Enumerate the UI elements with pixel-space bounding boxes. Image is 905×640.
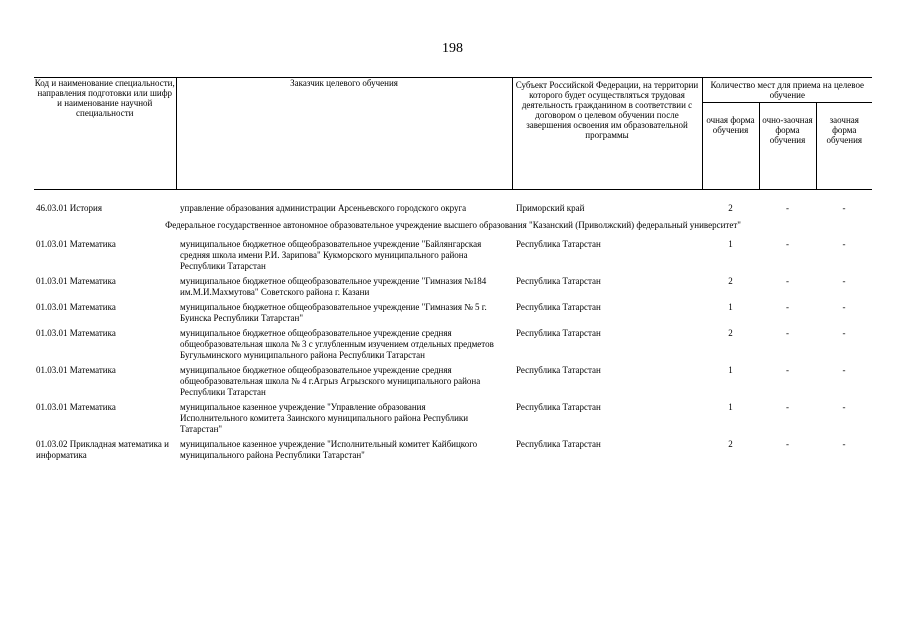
full-time-places-cell: 1: [728, 302, 733, 312]
customer-cell: муниципальное бюджетное общеобразовательное учреждение средняя общеобразовательная школа № 4 г.Агрыз Агрызского муниципального района Республики Татарстан: [180, 365, 481, 397]
customer-cell: муниципальное казенное учреждение "Исполнительный комитет Кайбицкого муниципального района Республики Татарстан": [180, 439, 478, 460]
specialty-code-cell: 01.03.01 Математика: [36, 276, 116, 286]
full-time-places-cell: 2: [728, 439, 733, 449]
customer-cell: муниципальное бюджетное общеобразовательное учреждение "Байлянгарская средняя школа имени Р.И. Зарипова" Кукморского муниципального района Республики Татарстан: [180, 239, 482, 271]
header-subject: Субъект Российской Федерации, на территории которого будет осуществляться трудовая деятельность гражданином в соответствии с договором о целевом обучении после завершения освоения им образовательной программы: [512, 78, 702, 190]
customer-cell: муниципальное бюджетное общеобразовательное учреждение средняя общеобразовательная школа № 3 с углубленным изучением отдельных предметов Бугульминского муниципального района Республики Татарстан: [180, 328, 494, 360]
part-time-places-cell: -: [786, 276, 789, 286]
part-time-places-cell: -: [786, 402, 789, 412]
part-time-places-cell: -: [786, 365, 789, 375]
table-header: [34, 78, 872, 190]
correspondence-places-cell: -: [842, 239, 846, 249]
table-row: [34, 276, 872, 302]
full-time-places-cell: 1: [728, 365, 733, 375]
full-time-places-cell: 1: [728, 402, 733, 412]
customer-cell: муниципальное бюджетное общеобразовательное учреждение "Гимназия №184 им.М.И.Махмутова" Советского района г. Казани: [180, 276, 487, 297]
organization-heading: Федеральное государственное автономное образовательное учреждение высшего образования "Казанский (Приволжский) федеральный университет": [165, 220, 741, 230]
full-time-places-cell: 2: [728, 276, 733, 286]
full-time-places-cell: 2: [728, 328, 733, 338]
table-row: [34, 439, 872, 465]
specialty-code-cell: 46.03.01 История: [36, 203, 103, 213]
customer-cell: муниципальное казенное учреждение "Управление образования Исполнительного комитета Заинского муниципального района Республики Татарстан": [180, 402, 469, 434]
region-cell: Республика Татарстан: [516, 239, 601, 249]
specialty-code-cell: 01.03.01 Математика: [36, 302, 116, 312]
header-customer: Заказчик целевого обучения: [176, 78, 512, 190]
part-time-places-cell: -: [786, 239, 789, 249]
header-full-time: очная форма обучения: [702, 103, 759, 190]
organization-heading-row: [34, 218, 872, 239]
region-cell: Республика Татарстан: [516, 302, 601, 312]
part-time-places-cell: -: [786, 439, 789, 449]
full-time-places-cell: 1: [728, 239, 733, 249]
part-time-places-cell: -: [786, 203, 789, 213]
correspondence-places-cell: -: [842, 302, 846, 312]
table-row: [34, 365, 872, 402]
table-body: [34, 190, 872, 466]
specialty-code-cell: 01.03.01 Математика: [36, 365, 116, 375]
correspondence-places-cell: -: [842, 328, 846, 338]
full-time-places-cell: 2: [728, 203, 733, 213]
correspondence-places-cell: -: [842, 365, 846, 375]
specialty-code-cell: 01.03.02 Прикладная математика и информатика: [36, 439, 169, 460]
specialty-code-cell: 01.03.01 Математика: [36, 328, 116, 338]
customer-cell: муниципальное бюджетное общеобразовательное учреждение "Гимназия № 5 г. Буинска Республики Татарстан": [180, 302, 487, 323]
region-cell: Республика Татарстан: [516, 365, 601, 375]
correspondence-places-cell: -: [842, 439, 846, 449]
targeted-admission-table: [34, 77, 872, 465]
table-row: [34, 328, 872, 365]
part-time-places-cell: -: [786, 328, 789, 338]
region-cell: Республика Татарстан: [516, 402, 601, 412]
specialty-code-cell: 01.03.01 Математика: [36, 239, 116, 249]
region-cell: Республика Татарстан: [516, 439, 601, 449]
header-correspondence: заочная форма обучения: [816, 103, 872, 190]
table-row: [34, 239, 872, 276]
header-code: Код и наименование специальности, направления подготовки или шифр и наименование научной специальности: [34, 78, 176, 190]
table-row: [34, 203, 872, 218]
correspondence-places-cell: -: [842, 203, 846, 213]
region-cell: Приморский край: [516, 203, 585, 213]
correspondence-places-cell: -: [842, 402, 846, 412]
header-part-time: очно-заочная форма обучения: [759, 103, 816, 190]
table-row: [34, 302, 872, 328]
region-cell: Республика Татарстан: [516, 328, 601, 338]
part-time-places-cell: -: [786, 302, 789, 312]
specialty-code-cell: 01.03.01 Математика: [36, 402, 116, 412]
customer-cell: управление образования администрации Арсеньевского городского округа: [180, 203, 467, 213]
header-places: Количество мест для приема на целевое обучение: [702, 78, 872, 103]
page-number: 198: [442, 41, 463, 56]
table-row: [34, 402, 872, 439]
region-cell: Республика Татарстан: [516, 276, 601, 286]
correspondence-places-cell: -: [842, 276, 846, 286]
